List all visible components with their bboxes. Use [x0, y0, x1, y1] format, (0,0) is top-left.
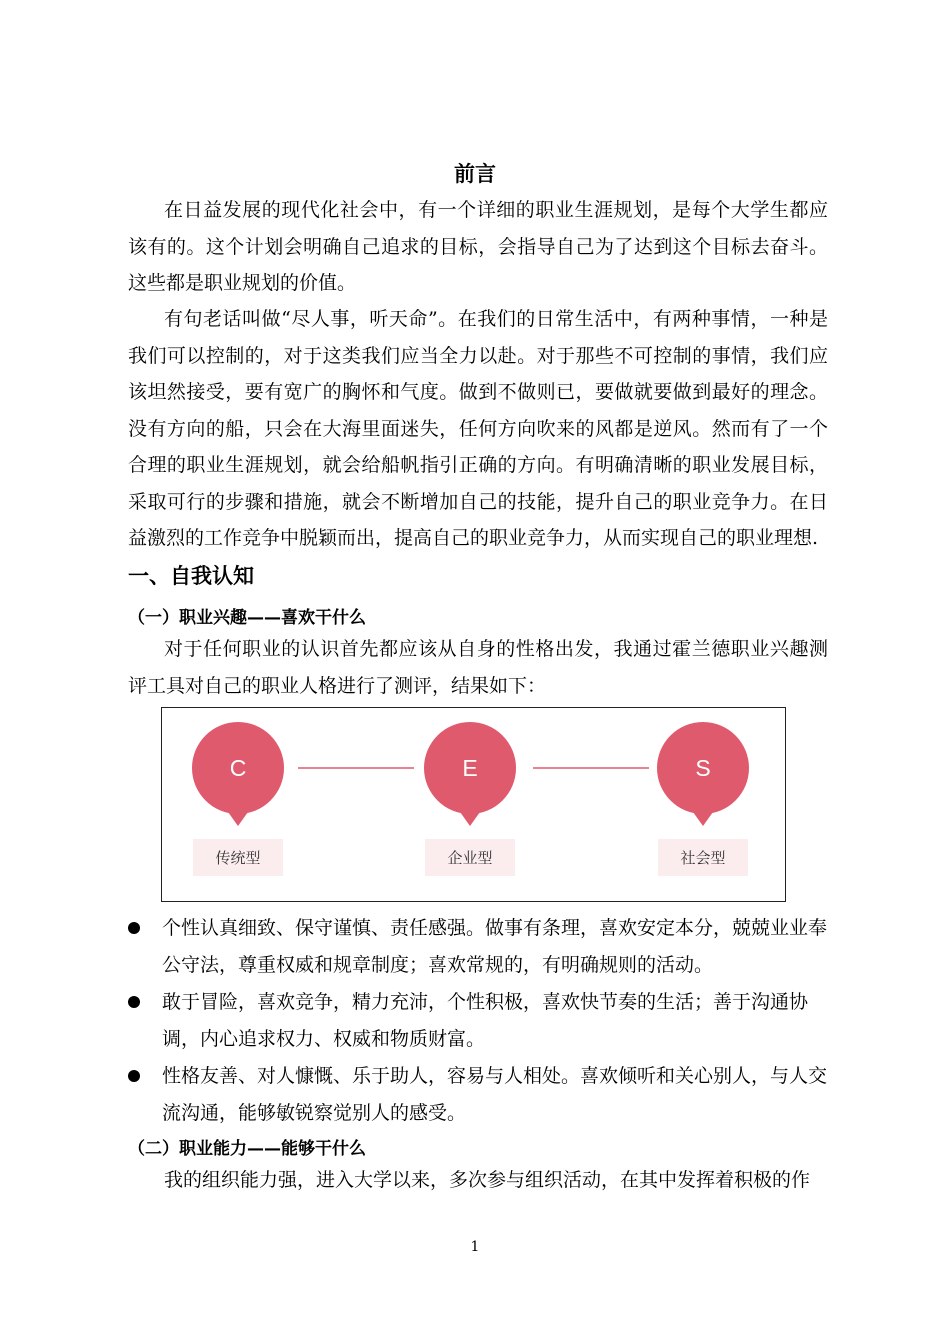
page-number: 1	[470, 1239, 480, 1255]
section-heading-self-awareness: 一、自我认知	[128, 564, 254, 588]
bullet-item-conventional	[128, 910, 828, 984]
intro-paragraph-1: 在日益发展的现代化社会中，有一个详细的职业生涯规划，是每个大学生都应该有的。这个计划会明确自己追求的目标，会指导自己为了达到这个目标去奋斗。这些都是职业规划的价值。	[128, 199, 828, 294]
node-label: 社会型	[680, 849, 726, 867]
node-e	[424, 722, 516, 876]
node-label: 传统型	[215, 849, 261, 867]
trait-bullet-list	[128, 910, 828, 1132]
bullet-text: 个性认真细致、保守谨慎、责任感强。做事有条理，喜欢安定本分，兢兢业业奉公守法，尊重权威和规章制度；喜欢常规的，有明确规则的活动。	[162, 917, 828, 976]
node-letter: S	[695, 755, 711, 781]
node-c	[192, 722, 284, 876]
bullet-dot-icon	[128, 1070, 140, 1082]
intro-paragraph-2: 有句老话叫做“尽人事，听天命”。在我们的日常生活中，有两种事情，一种是我们可以控制的，对于这类我们应当全力以赴。对于那些不可控制的事情，我们应该坦然接受，要有宽广的胸怀和气度。做到不做则已，要做就要做到最好的理念。没有方向的船，只会在大海里面迷失，任何方向吹来的风都是逆风。然而有了一个合理的职业生涯规划，就会给船帆指引正确的方向。有明确清晰的职业发展目标，采取可行的步骤和措施，就会不断增加自己的技能，提升自己的职业竞争力。在日益激烈的工作竞争中脱颖而出，提高自己的职业竞争力，从而实现自己的职业理想.	[128, 308, 828, 549]
node-s	[657, 722, 749, 876]
node-pointer	[460, 812, 480, 826]
subsection-heading-interest: （一）职业兴趣——喜欢干什么	[128, 608, 366, 628]
bullet-item-enterprising	[128, 984, 828, 1058]
bullet-text: 敢于冒险，喜欢竞争，精力充沛，个性积极，喜欢快节奏的生活；善于沟通协调，内心追求权力、权威和物质财富。	[162, 991, 809, 1050]
node-pointer	[228, 812, 248, 826]
holland-code-figure	[161, 707, 786, 902]
subsection-heading-ability: （二）职业能力——能够干什么	[128, 1139, 366, 1159]
bullet-item-social	[128, 1058, 828, 1132]
bullet-dot-icon	[128, 922, 140, 934]
interest-paragraph: 对于任何职业的认识首先都应该从自身的性格出发，我通过霍兰德职业兴趣测评工具对自己的职业人格进行了测评，结果如下：	[128, 638, 828, 697]
holland-code-diagram	[162, 708, 787, 903]
bullet-text: 性格友善、对人慷慨、乐于助人，容易与人相处。喜欢倾听和关心别人，与人交流沟通，能够敏锐察觉别人的感受。	[162, 1065, 828, 1124]
bullet-dot-icon	[128, 996, 140, 1008]
ability-paragraph: 我的组织能力强，进入大学以来，多次参与组织活动，在其中发挥着积极的作	[164, 1169, 811, 1191]
node-letter: E	[462, 755, 478, 781]
node-letter: C	[229, 755, 247, 781]
node-label: 企业型	[447, 849, 493, 867]
node-pointer	[693, 812, 713, 826]
page-title: 前言	[454, 162, 496, 186]
